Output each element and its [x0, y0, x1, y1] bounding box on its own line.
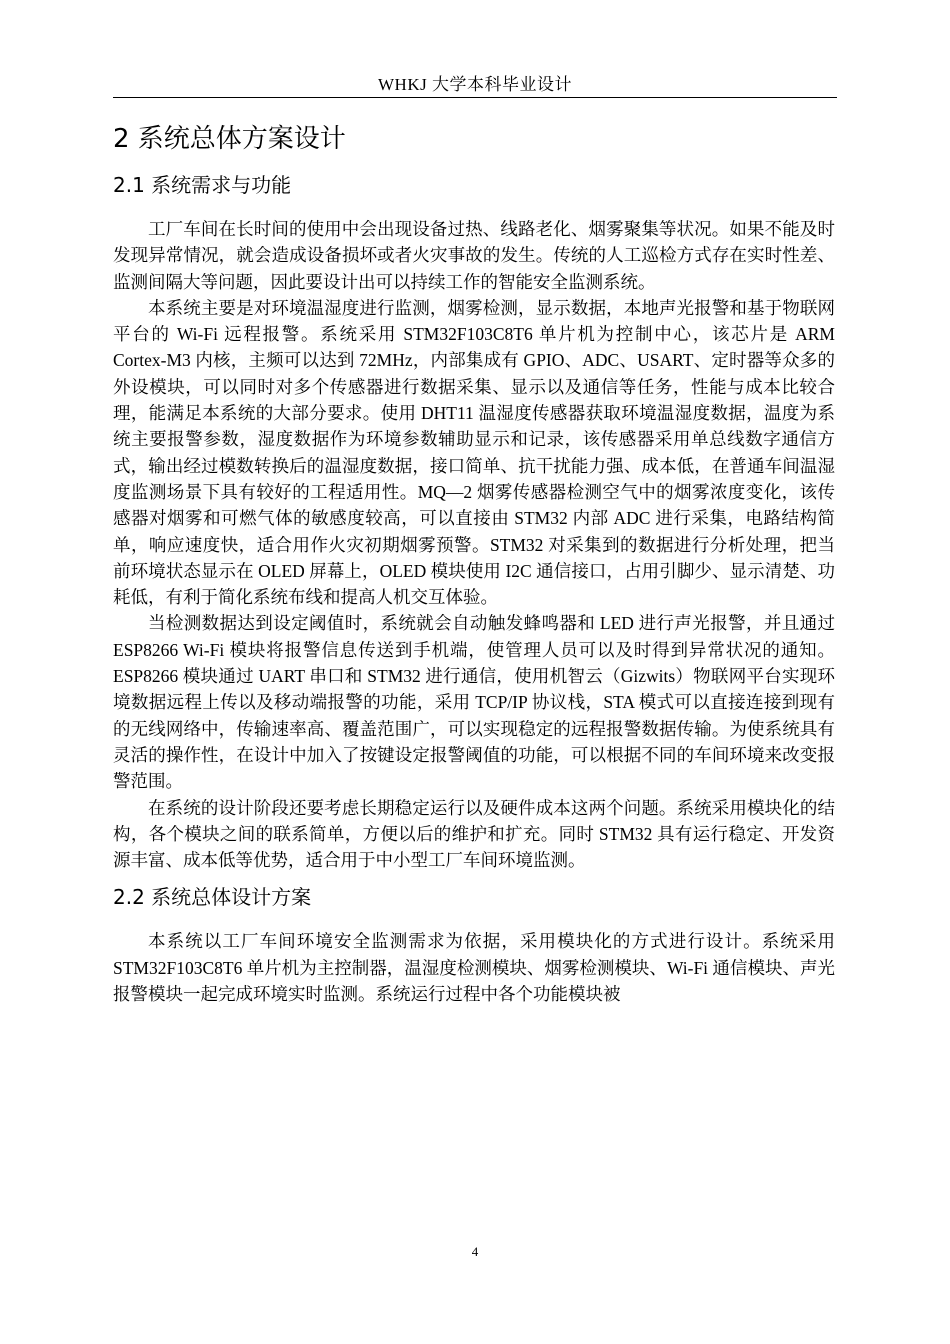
page-body: [113, 118, 835, 1007]
paragraph: 本系统主要是对环境温湿度进行监测，烟雾检测，显示数据，本地声光报警和基于物联网平台的 Wi-Fi 远程报警。系统采用 STM32F103C8T6 单片机为控制中心，该芯片是 ARM Cortex-M3 内核，主频可以达到 72MHz，内部集成有 GPIO、ADC、USART、定时器等众多的外设模块，可以同时对多个传感器进行数据采集、显示以及通信等任务，性能与成本比较合理，能满足本系统的大部分要求。使用 DHT11 温湿度传感器获取环境温湿度数据，温度为系统主要报警参数，湿度数据作为环境参数辅助显示和记录，该传感器采用单总线数字通信方式，输出经过模数转换后的温湿度数据，接口简单、抗干扰能力强、成本低，在普通车间温湿度监测场景下具有较好的工程适用性。MQ—2 烟雾传感器检测空气中的烟雾浓度变化，该传感器对烟雾和可燃气体的敏感度较高，可以直接由 STM32 内部 ADC 进行采集，电路结构简单，响应速度快，适合用作火灾初期烟雾预警。STM32 对采集到的数据进行分析处理，把当前环境状态显示在 OLED 屏幕上，OLED 模块使用 I2C 通信接口，占用引脚少、显示清楚、功耗低，有利于简化系统布线和提高人机交互体验。: [113, 297, 835, 608]
paragraph: 当检测数据达到设定阈值时，系统就会自动触发蜂鸣器和 LED 进行声光报警，并且通过 ESP8266 Wi-Fi 模块将报警信息传送到手机端，使管理人员可以及时得到异常状况的通知。ESP8266 模块通过 UART 串口和 STM32 进行通信，使用机智云（Gizwits）物联网平台实现环境数据远程上传以及移动端报警的功能，采用 TCP/IP 协议栈，STA 模式可以直接连接到现有的无线网络中，传输速率高、覆盖范围广，可以实现稳定的远程报警数据传输。为使系统具有灵活的操作性，在设计中加入了按键设定报警阈值的功能，可以根据不同的车间环境来改变报警范围。: [113, 613, 835, 792]
paragraph: 工厂车间在长时间的使用中会出现设备过热、线路老化、烟雾聚集等状况。如果不能及时发现异常情况，就会造成设备损坏或者火灾事故的发生。传统的人工巡检方式存在实时性差、监测间隔大等问题，因此要设计出可以持续工作的智能安全监测系统。: [113, 219, 835, 292]
paragraph: 在系统的设计阶段还要考虑长期稳定运行以及硬件成本这两个问题。系统采用模块化的结构，各个模块之间的联系简单，方便以后的维护和扩充。同时 STM32 具有运行稳定、开发资源丰富、成本低等优势，适合用于中小型工厂车间环境监测。: [113, 797, 835, 871]
page-header: WHKJ 大学本科毕业设计: [378, 75, 572, 94]
header-divider: [113, 97, 837, 98]
page-number: 4: [471, 1244, 479, 1259]
paragraph: 本系统以工厂车间环境安全监测需求为依据，采用模块化的方式进行设计。系统采用 STM32F103C8T6 单片机为主控制器，温湿度检测模块、烟雾检测模块、Wi-Fi 通信模块、声光报警模块一起完成环境实时监测。系统运行过程中各个功能模块被: [113, 931, 835, 1005]
chapter-title: 2 系统总体方案设计: [113, 124, 346, 154]
section-title-2-1: 2.1 系统需求与功能: [113, 173, 292, 197]
section-title-2-2: 2.2 系统总体设计方案: [113, 885, 312, 910]
